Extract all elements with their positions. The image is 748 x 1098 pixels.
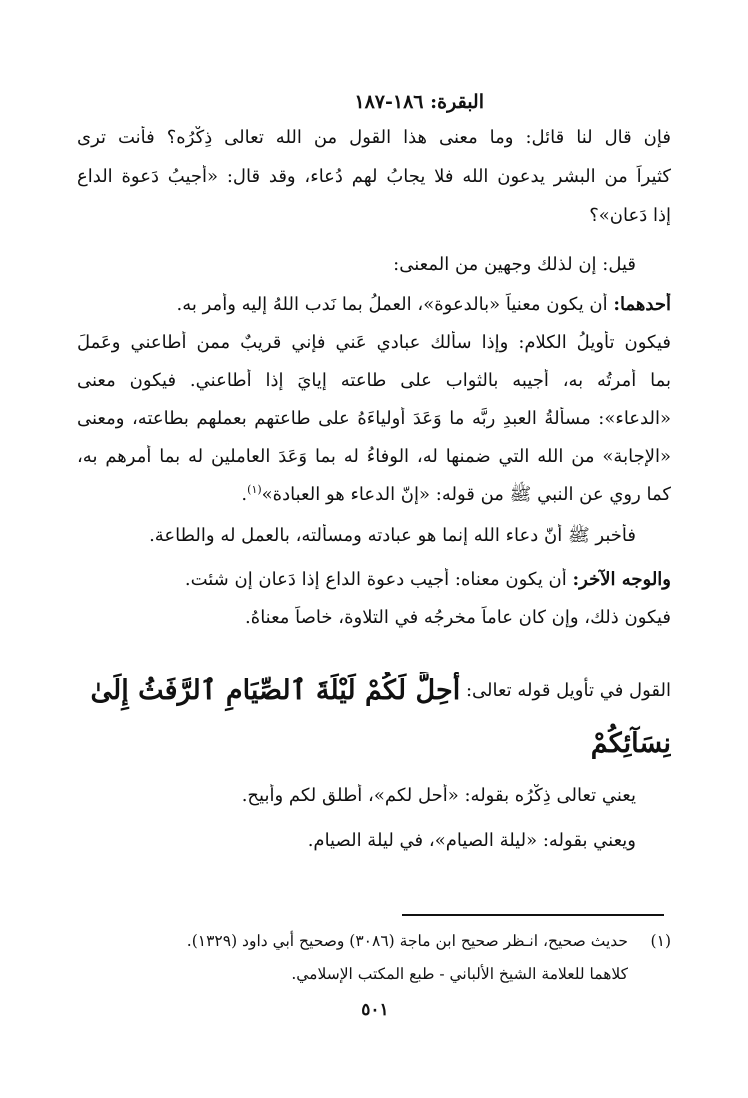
footnote-separator [402,914,664,916]
hadith-quote: كما روي عن النبي ﷺ من قوله: «إنّ الدعاء هو العبادة» [261,484,671,505]
question-line-1: فإن قال لنا قائل: وما معنى هذا القول من الله تعالى ذِكْرُه؟ فأنت ترى [77,127,671,148]
paragraph-2-line-1: فيكون تأويلُ الكلام: وإذا سألك عبادي عَني فإني قريبٌ ممن أطاعني وعَملَ [77,332,671,353]
answer-intro: قيل: إن لذلك وجهين من المعنى: [393,254,636,275]
first-aspect [77,293,671,317]
footnote-line-2: كلاهما للعلامة الشيخ الألباني - طبع المكتب الإسلامي. [291,965,628,983]
question-line-3: إذا دَعان»؟ [589,205,671,226]
sentence-end: . [241,484,248,505]
paragraph-2-line-3: «الدعاء»: مسألةُ العبدِ ربَّه ما وَعَدَ أولياءَهُ على طاعتهم بعملهم بطاعته، ومعنى [77,408,671,429]
second-aspect [77,568,671,592]
footnote-line-1: حديث صحيح، انـظر صحيح ابن ماجة (٣٠٨٦) وصحيح أبي داود (١٣٢٩). [186,932,628,950]
first-aspect-text: أن يكون معنياً «بالدعوة»، العملُ بما نَدب اللهُ إليه وأمر به. [176,294,608,315]
paragraph-4-line-2: فيكون ذلك، وإن كان عاماً مخرجُه في التلاوة، خاصاً معناهُ. [245,607,671,628]
paragraph-2-line-2: بما أمرتُه به، أجيبه بالثواب على طاعته إيايَ إذا أطاعني. فيكون معنى [77,370,671,391]
quran-verse-part-2: نِسَآئِكُمْ [590,728,671,759]
second-aspect-label: والوجه الآخر: [572,569,671,590]
footnote-number: (١) [650,932,671,950]
second-aspect-text: أن يكون معناه: أجيب دعوة الداع إذا دَعان إن شئت. [184,569,567,590]
question-line-2: كثيراً من البشر يدعون الله فلا يجابُ لهم دُعاء، وقد قال: «أجيبُ دَعوة الداع [77,166,671,187]
quran-verse-part-1: أُحِلَّ لَكُمْ لَيْلَةَ ٱلصِّيَامِ ٱلرَّفَثُ إِلَىٰ [90,675,461,706]
verse-heading [77,672,671,712]
explanation-2: ويعني بقوله: «ليلة الصيام»، في ليلة الصيام. [307,830,636,851]
explanation-1: يعني تعالى ذِكْرُه بقوله: «أحل لكم»، أطلق لكم وأبيح. [241,785,636,806]
paragraph-3: فأخبر ﷺ أنّ دعاء الله إنما هو عبادته ومسألته، بالعمل له والطاعة. [149,525,636,546]
footnote-marker: (١) [247,483,262,496]
running-header: البقرة: ١٨٦-١٨٧ [354,91,484,113]
first-aspect-label: أحدهما: [613,294,671,315]
verse-intro: القول في تأويل قوله تعالى: [465,680,671,701]
page-number: ٥٠١ [361,1000,389,1020]
paragraph-2-line-5 [77,478,671,507]
paragraph-2-line-4: «الإجابة» من الله التي ضمنها له، الوفاءُ له بما وَعَدَ العاملين له بما أمرهم به، [77,446,671,467]
